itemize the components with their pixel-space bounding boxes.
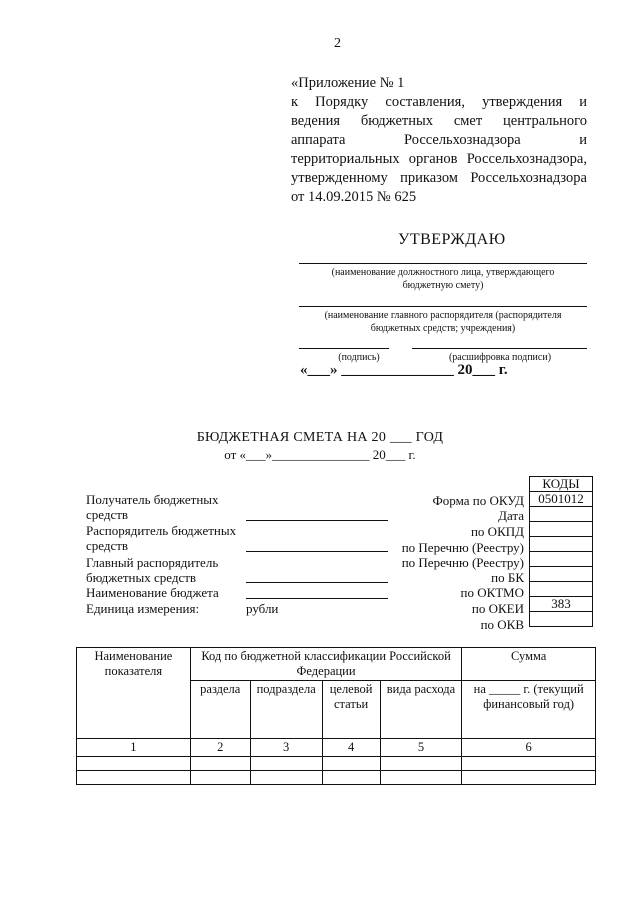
- header-budget-code: Код по бюджетной классификации Российской Федерации: [190, 648, 462, 681]
- table-cell[interactable]: [322, 757, 380, 771]
- table-cell[interactable]: [77, 771, 191, 785]
- codes-table: [529, 476, 593, 627]
- main-distributor-label: Главный распорядитель бюджетных средств: [86, 555, 219, 585]
- table-cell[interactable]: [462, 771, 596, 785]
- table-cell[interactable]: [322, 771, 380, 785]
- smeta-date: от «___»_______________ 20___ г.: [224, 447, 416, 462]
- bk-label: по БК: [491, 570, 524, 585]
- header-sum-current-year: на _____ г. (текущий финансовый год): [462, 681, 596, 739]
- table-row: [77, 757, 596, 771]
- signature-decoding-caption: (расшифровка подписи): [448, 352, 552, 363]
- unit-label: Единица измерения:: [86, 601, 200, 616]
- col-number: 5: [380, 739, 462, 757]
- appendix-line: «Приложение № 1: [291, 75, 405, 91]
- table-cell[interactable]: [380, 757, 462, 771]
- unit-value: рубли: [246, 601, 279, 616]
- header-indicator-name: Наименование показателя: [77, 648, 191, 739]
- table-cell[interactable]: [190, 757, 250, 771]
- okei-label: по ОКЕИ: [471, 601, 524, 616]
- col-number: 4: [322, 739, 380, 757]
- appendix-line: к Порядку составления, утверждения и: [291, 94, 587, 110]
- okei-code-cell[interactable]: 383: [530, 597, 593, 612]
- date-code-cell[interactable]: [530, 507, 593, 522]
- col-number: 3: [250, 739, 322, 757]
- appendix-line: ведения бюджетных смет центрального: [291, 113, 587, 129]
- official-caption: (наименование должностного лица, утверждающего бюджетную смету): [331, 267, 555, 291]
- signature-line: [299, 348, 389, 349]
- okud-label: Форма по ОКУД: [432, 493, 524, 508]
- bk-code-cell[interactable]: [530, 567, 593, 582]
- table-cell[interactable]: [380, 771, 462, 785]
- okv-code-cell[interactable]: [530, 612, 593, 627]
- approve-title: УТВЕРЖДАЮ: [398, 231, 506, 248]
- header-sum: Сумма: [462, 648, 596, 681]
- codes-header: КОДЫ: [530, 477, 593, 492]
- registry-code-cell-2[interactable]: [530, 552, 593, 567]
- budget-name-label: Наименование бюджета: [86, 585, 219, 600]
- oktmo-label: по ОКТМО: [460, 585, 524, 600]
- page-number: 2: [334, 36, 341, 51]
- manager-caption: (наименование главного распорядителя (распорядителя бюджетных средств; учреждения): [324, 310, 562, 334]
- col-number: 2: [190, 739, 250, 757]
- signature-caption: (подпись): [338, 352, 380, 363]
- manager-name-line: [299, 306, 587, 307]
- registry-label-1: по Перечню (Реестру): [401, 540, 524, 555]
- signature-decoding-line: [412, 348, 587, 349]
- header-target-article: целевой статьи: [322, 681, 380, 739]
- okud-code-cell[interactable]: 0501012: [530, 492, 593, 507]
- table-cell[interactable]: [250, 757, 322, 771]
- appendix-line: территориальных органов Россельхознадзора,: [291, 151, 587, 167]
- distributor-label: Распорядитель бюджетных средств: [86, 523, 237, 553]
- appendix-header: [291, 74, 587, 207]
- official-name-line: [299, 263, 587, 264]
- okpd-label: по ОКПД: [470, 524, 524, 539]
- approval-date: «___» _______________ 20___ г.: [300, 362, 508, 378]
- okpd-code-cell[interactable]: [530, 522, 593, 537]
- table-cell[interactable]: [250, 771, 322, 785]
- appendix-line: от 14.09.2015 № 625: [291, 189, 417, 205]
- registry-label-2: по Перечню (Реестру): [401, 555, 524, 570]
- date-label: Дата: [498, 508, 524, 523]
- table-cell[interactable]: [190, 771, 250, 785]
- smeta-table: [76, 647, 596, 785]
- table-cell[interactable]: [462, 757, 596, 771]
- oktmo-code-cell[interactable]: [530, 582, 593, 597]
- appendix-line: аппарата Россельхознадзора и: [291, 132, 587, 148]
- header-subsection: подраздела: [250, 681, 322, 739]
- table-row: [77, 771, 596, 785]
- col-number: 1: [77, 739, 191, 757]
- appendix-line: утвержденному приказом Россельхознадзора: [291, 170, 587, 186]
- col-number: 6: [462, 739, 596, 757]
- okv-label: по ОКВ: [480, 617, 524, 632]
- registry-code-cell-1[interactable]: [530, 537, 593, 552]
- recipient-label: Получатель бюджетных средств: [86, 492, 219, 522]
- header-expense-type: вида расхода: [380, 681, 462, 739]
- smeta-title: БЮДЖЕТНАЯ СМЕТА НА 20 ___ ГОД: [196, 430, 444, 445]
- table-cell[interactable]: [77, 757, 191, 771]
- header-section: раздела: [190, 681, 250, 739]
